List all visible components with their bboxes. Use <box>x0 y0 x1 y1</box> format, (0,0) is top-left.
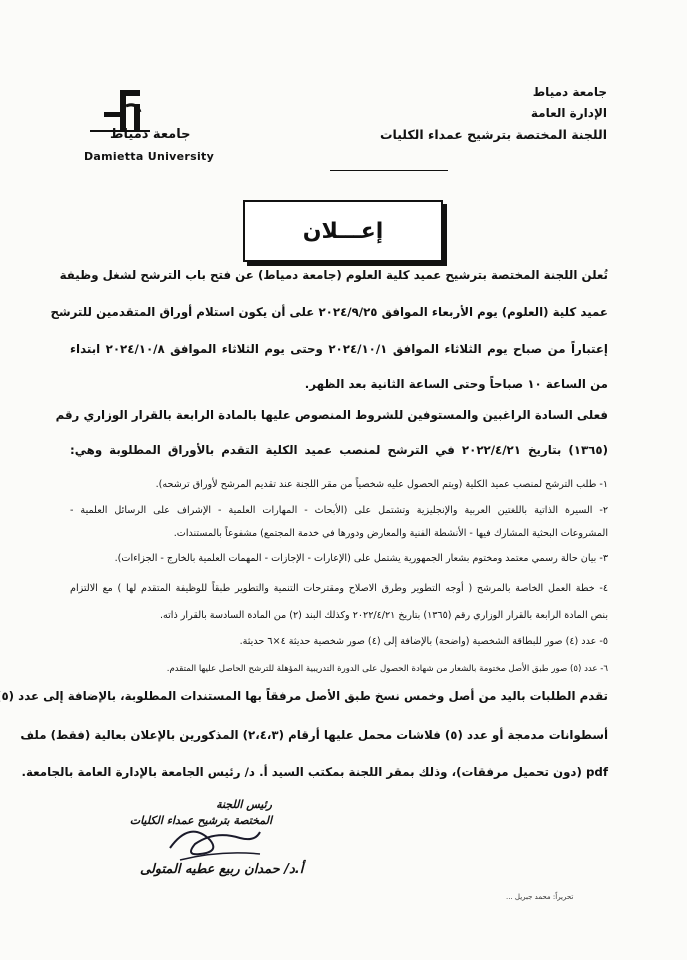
requirement-item: ٢- السيرة الذاتية باللغتين العربية والإنجليزية وتشتمل على (الأبحاث - المهارات العلمية - الإشراف على الرسائل العلمية - <box>70 505 608 516</box>
intro-line: من الساعة ١٠ صباحاً وحتى الساعة الثانية بعد الظهر. <box>304 377 608 391</box>
requirement-item: ٥- عدد (٤) صور للبطاقة الشخصية (واضحة) بالإضافة إلى (٤) صور شخصية حديثة ٤×٦ حديثة. <box>239 636 608 647</box>
requirement-item: المشروعات البحثية المشارك فيها - الأنشطة الفنية والمعارض ودورها في خدمة المجتمع) مشفوعاً بالمستندات. <box>173 528 608 539</box>
letterhead <box>347 82 607 145</box>
requirement-item: ١- طلب الترشح لمنصب عميد الكلية (ويتم الحصول عليه شخصياً من مقر اللجنة عند تقديم المرشح لأوراق ترشحه). <box>155 479 608 490</box>
announcement-title-box <box>243 200 443 262</box>
closing-line: pdf (دون تحميل مرفقات)، وذلك بمقر اللجنة بمكتب السيد أ. د/ رئيس الجامعة بالإدارة العامة بالجامعة. <box>21 765 608 779</box>
signature-title: رئيس اللجنة <box>216 798 272 811</box>
conditions-line: (١٣٦٥) بتاريخ ٢٠٢٢/٤/٢١ في الترشح لمنصب عميد الكلية التقدم بالأوراق المطلوبة وهي: <box>70 443 608 457</box>
footer-note: تحريراً: محمد جبريل ... <box>506 893 574 901</box>
intro-line: عميد كلية (العلوم) يوم الأربعاء الموافق ٢٠٢٤/٩/٢٥ على أن يكون استلام أوراق المتقدمين للترشح <box>50 305 608 319</box>
department-name: الإدارة العامة <box>530 106 607 120</box>
requirement-item: بنص المادة الرابعة بالقرار الوزاري رقم (١٣٦٥) بتاريخ ٢٠٢٢/٤/٢١ وكذلك البند (٢) من المادة السادسة بالقرار ذاته. <box>159 610 608 621</box>
intro-line: تُعلن اللجنة المختصة بترشيح عميد كلية العلوم (جامعة دمياط) عن فتح باب الترشح لشغل وظيفة <box>59 268 608 282</box>
announcement-title: إعـــلان <box>302 218 384 244</box>
handwritten-signature-icon <box>160 810 270 870</box>
conditions-line: فعلى السادة الراغبين والمستوفين للشروط المنصوص عليها بالمادة الرابعة بالقرار الوزاري رقم <box>55 408 608 422</box>
closing-line: أسطوانات مدمجة أو عدد (٥) فلاشات محمل عليها أرقام (٢،٤،٣) المذكورين بالإعلان بعالية (فقط) ملف <box>20 728 608 742</box>
requirement-item: ٣- بيان حالة رسمي معتمد ومختوم بشعار الجمهورية يشتمل على (الإعارات - الإجازات - المهمات العلمية بالخارج - الجزاءات). <box>114 553 608 564</box>
logo-arabic-text: جامعة دمياط <box>110 127 191 142</box>
intro-line: إعتباراً من صباح يوم الثلاثاء الموافق ٢٠٢٤/١٠/١ وحتى يوم الثلاثاء الموافق ٢٠٢٤/١٠/٨ ابتداء <box>70 342 608 356</box>
signature-subtitle: المختصة بترشيح عمداء الكليات <box>129 814 272 827</box>
requirement-item: ٤- خطة العمل الخاصة بالمرشح ( أوجه التطوير وطرق الاصلاح ومقترحات التنمية والتطوير طبقاً للوظيفة المتقدم لها ) مع الالتزام <box>70 583 608 594</box>
university-name: جامعة دمياط <box>532 85 607 99</box>
logo-english-text: Damietta University <box>84 150 215 163</box>
closing-line: تقدم الطلبات باليد من أصل وخمس نسخ طبق الأصل مرفقاً بها المستندات المطلوبة، بالإضافة إلى عدد (٥ <box>1 689 608 703</box>
signatory-name: أ.د/ حمدان ربيع عطيه المتولى <box>140 862 304 877</box>
committee-name: اللجنة المختصة بترشيح عمداء الكليات <box>379 127 607 142</box>
requirement-item: ٦- عدد (٥) صور طبق الأصل مختومة بالشعار من شهادة الحصول على الدورة التدريبية المؤهلة للترشح الحاصل عليها المتقدم. <box>166 664 608 674</box>
header-divider <box>330 170 448 171</box>
